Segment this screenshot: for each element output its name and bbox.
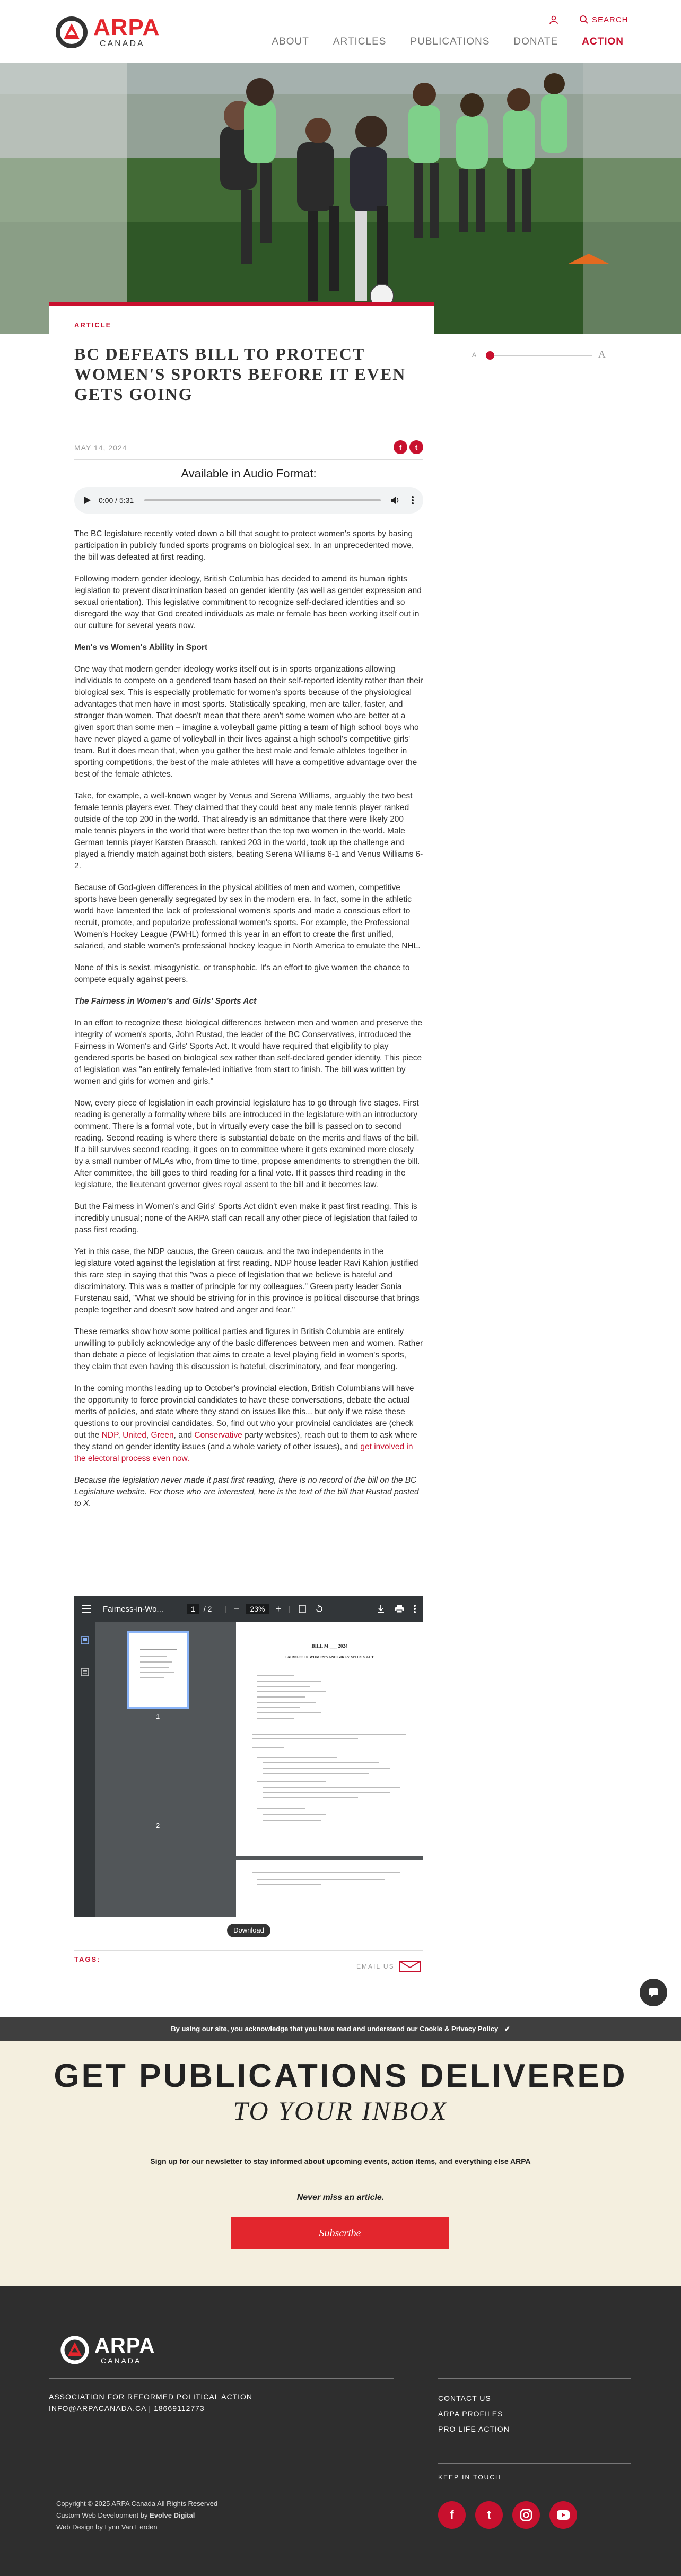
slider-thumb[interactable] [486,351,494,360]
article-title: BC DEFEATS BILL TO PROTECT WOMEN'S SPORTS BEFORE IT EVEN GETS GOING [74,344,406,404]
footer-org: ASSOCIATION FOR REFORMED POLITICAL ACTION [49,2392,253,2401]
footer-link-contact[interactable]: CONTACT US [438,2394,491,2403]
cookie-bar [0,2017,681,2041]
copyright-text: Copyright © 2025 ARPA Canada All Rights Reserved [56,2500,218,2508]
paragraph: None of this is sexist, misogynistic, or transphobic. It's an effort to give women the chance to compete equally against peers. [74,963,410,984]
pdf-toolbar [74,1596,423,1622]
united-link[interactable]: United [123,1431,146,1440]
pdf-text-line [263,1820,321,1821]
audio-player [74,487,423,514]
nav-action[interactable]: ACTION [582,36,624,47]
search-label: SEARCH [592,15,628,24]
nav-articles[interactable]: ARTICLES [333,36,387,47]
footer-logo-title: ARPA [94,2334,155,2357]
paragraph-text: In the coming months leading up to October's provincial election, British Columbians will have the opportunity to force provincial candidates to have these conversations, debate the actual merits of policies, and state where they stand on issues like this... but only if we raise these questions to our provincial candidates. So, find out who your provincial candidates are (check out the [74,1384,414,1440]
cookie-accept-icon[interactable]: ✔ [504,2025,510,2033]
download-icon[interactable] [377,1605,385,1613]
slider-track[interactable] [486,355,592,356]
footer-link-profiles[interactable]: ARPA PROFILES [438,2409,503,2418]
design-credit: Web Design by Lynn Van Eerden [56,2523,158,2531]
footer-divider [49,2378,394,2379]
play-icon[interactable] [84,496,91,504]
footer-divider [438,2378,631,2379]
pdf-filename: Fairness-in-Wo... [103,1604,163,1614]
footer-divider [438,2463,631,2464]
thumb-line [140,1677,164,1678]
more-options-icon[interactable] [412,496,414,504]
pdf-more-icon[interactable] [414,1605,416,1613]
facebook-share-button[interactable] [394,440,407,454]
chat-button[interactable] [640,1979,667,2006]
pdf-text-line [252,1747,284,1748]
newsletter-emphasis: Never miss an article. [296,2193,385,2202]
newsletter-subheadline: TO YOUR INBOX [233,2096,448,2126]
footer-info [49,2391,252,2414]
pdf-text-line [263,1797,358,1798]
newsletter-text: Sign up for our newsletter to stay informed about upcoming events, action items, and everything else ARPA [150,2157,531,2165]
article-kicker: ARTICLE [74,321,112,329]
pdf-thumbnails [95,1622,232,1917]
subscribe-button[interactable]: Subscribe [231,2217,449,2249]
footer-logo[interactable] [58,2334,155,2366]
pdf-thumbnail-page-1[interactable] [127,1631,189,1709]
newsletter-section [0,2041,681,2286]
thumb-line [140,1672,174,1673]
cookie-text: By using our site, you acknowledge that you have read and understand our Cookie & Privacy Policy [171,2025,499,2033]
thumb-line [140,1667,169,1668]
twitter-icon: t [415,443,418,451]
site-footer [0,2286,681,2576]
fit-page-icon[interactable] [298,1605,307,1613]
footer-contact[interactable]: INFO@ARPACANADA.CA | 18669112773 [49,2404,205,2413]
paragraph: Yet in this case, the NDP caucus, the Green caucus, and the two independents in the legislature voted against the legislation at first reading. NDP house leader Ravi Kahlon justified this rare step in saying that this "was a piece of legislation that we believe is hateful and discriminatory. This was a matter of principle for my colleagues." Green party leader Sonia Furstenau said, "What we should be striving for in this province is political discourse that brings people together and doesn't sow hatred and anger and fear." [74,1247,420,1315]
zoom-out-icon[interactable]: − [233,1603,240,1614]
pdf-text-line [263,1768,390,1769]
pdf-text-line [257,1707,300,1708]
pdf-text-line [257,1781,326,1782]
pdf-text-line [257,1675,294,1676]
search-icon [579,15,589,24]
pdf-text-line [252,1872,400,1873]
article-accent-bar [49,302,434,306]
pdf-text-line [263,1762,379,1763]
pdf-text-line [257,1718,294,1719]
green-link[interactable]: Green [151,1431,174,1440]
logo-subtitle: CANADA [100,39,145,48]
main-nav [272,36,624,48]
facebook-icon: f [450,2508,454,2521]
nav-publications[interactable]: PUBLICATIONS [410,36,490,47]
user-icon [549,15,558,24]
pdf-text-line [263,1792,390,1793]
volume-icon[interactable] [390,496,400,504]
pdf-text-line [257,1691,326,1692]
nav-about[interactable]: ABOUT [272,36,309,47]
keep-in-touch-label: KEEP IN TOUCH [438,2474,501,2481]
pdf-text-line [257,1757,337,1758]
instagram-icon [520,2509,532,2521]
pdf-page-total: / 2 [203,1605,212,1613]
pdf-text-line [257,1702,316,1703]
pdf-divider: | [224,1605,226,1613]
email-us-link[interactable] [356,1961,421,1972]
thumb-line [140,1649,177,1650]
site-header [0,0,681,63]
pdf-bill-number: BILL M ___ 2024 [311,1643,348,1649]
pdf-text-line [257,1681,321,1682]
pdf-sidebar [74,1622,95,1917]
paragraph: Following modern gender ideology, British Columbia has decided to amend its human rights legislation to prevent discrimination based on gender identity (as well as gender expression and sexual orientation). This legislative commitment to recognize self-declared identities and so disregard the way that God created individuals as male or female has been working itself out in our culture for several years now. [74,575,422,630]
divider [74,1950,423,1951]
paragraph: These remarks show how some political parties and figures in British Columbia are entirely unwilling to publicly acknowledge any of the basic differences between men and women. Rather than debate a piece of legislation that aims to create a level playing field in women's sports, they claim that even having this discussion is hateful, discriminatory, and fear mongering. [74,1327,423,1371]
footer-copyright [56,2498,217,2533]
email-icon [399,1961,421,1972]
facebook-icon: f [399,443,402,451]
pdf-thumb-1-label: 1 [156,1712,160,1720]
paragraph: The BC legislature recently voted down a bill that sought to protect women's sports by basing participation in publicly funded sports programs on biological sex. In an unprecedented move, the bill was defeated at first reading. [74,529,414,562]
youtube-link[interactable] [549,2501,577,2529]
paragraph: Take, for example, a well-known wager by Venus and Serena Williams, arguably the two best female tennis players ever. They claimed that they could beat any male tennis player ranked outside of the top 200 in the world. That already is an admittance that there were likely 200 male tennis players in the world that were better than the top two women in the world. Male German tennis player Karsten Braasch, ranked 203 in the world, took up the challenge and played a friendly match against both sisters, beating Serena Williams 6-1 and Venus Williams 6-2. [74,791,423,871]
thumb-line [140,1656,167,1657]
paragraph: In the coming months leading up to October's provincial election, British Columbians will have the opportunity to force provincial candidates to have these conversations, debate the actual merits of policies, and state where they stand on issues like this... but only if we raise these questions to our provincial candidates. So, find out who your provincial candidates are (check out the NDP, United, Green, and Conservative party websites), reach out to them to ask where they stand on gender identity issues (and a whole variety of other issues), and get involved in the electoral process even now. [74,1384,417,1463]
pdf-zoom-input[interactable]: 23% [246,1604,269,1614]
section-heading: Men's vs Women's Ability in Sport [74,643,208,652]
paragraph: Because the legislation never made it past first reading, there is no record of the bill on the BC Legislature website. For those who are interested, here is the text of the bill that Rustad posted to X. [74,1476,419,1508]
pdf-download-button[interactable]: Download [227,1924,270,1937]
twitter-link[interactable] [475,2501,503,2529]
pdf-text-line [257,1879,385,1880]
paragraph: One way that modern gender ideology works itself out is in sports organizations allowing individuals to compete on a gendered team based on their self-reported identity rather than their biological sex. This is especially problematic for women's sports because of the physiological advantages that men have in most sports. Statistically speaking, men are taller, faster, and stronger than women. That doesn't mean that there aren't some women who are better at a given sport than some men – imagine a volleyball game pitting a team of high school boys who have never played a game of volleyball in their lives against a high school's competitive girls' team. But it does mean that, when you gather the best male and female athletes together in sporting competitions, the best of the male athletes will have a competitive advantage over the best of the female athletes. [74,665,423,779]
twitter-icon: t [487,2508,491,2521]
youtube-icon [556,2509,570,2521]
facebook-link[interactable] [438,2501,466,2529]
audio-time: 0:00 / 5:31 [99,496,134,504]
audio-progress-bar[interactable] [144,499,381,501]
pdf-text-line [252,1738,358,1739]
paragraph: In an effort to recognize these biological differences between men and women and preserve the integrity of women's sports, John Rustad, the leader of the BC Conservatives, introduced the Fairness in Women's and Girls' Sports Act. It would have required that eligibility to play gendered sports be based on biological sex rather than self-declared gender identity. This piece of legislation was "an entirely female-led initiative from start to finish. The bill was written by women and girls for women and girls." [74,1019,423,1086]
text-size-small-label: A [472,351,477,359]
rotate-icon[interactable] [315,1605,324,1613]
pdf-text-line [257,1712,321,1713]
chat-icon [648,1987,659,1998]
pdf-page [236,1622,423,1917]
thumbnails-icon[interactable] [81,1636,89,1644]
pdf-text-line [252,1734,406,1735]
pdf-text-line [263,1787,400,1788]
pdf-doc-title: FAIRNESS IN WOMEN'S AND GIRLS' SPORTS ACT [285,1655,374,1659]
pdf-text-line [257,1808,305,1809]
email-us-label: EMAIL US [356,1963,395,1970]
outline-icon[interactable] [81,1668,89,1676]
dev-credit [56,2510,217,2521]
logo-title: ARPA [93,14,160,40]
hero-image [0,63,681,334]
pdf-page-input[interactable]: 1 [187,1604,199,1614]
pdf-page-gap [236,1856,423,1860]
text-size-slider[interactable] [472,350,610,361]
girls-soccer-photo [0,63,681,334]
pdf-text-line [263,1814,326,1815]
search-link[interactable] [579,15,628,24]
pdf-divider: | [289,1605,291,1613]
pdf-text-line [263,1773,369,1774]
pdf-thumb-2-label: 2 [156,1822,160,1830]
pdf-text-line [257,1686,310,1687]
divider [74,459,423,460]
arpa-logo-icon [53,14,90,51]
twitter-share-button[interactable] [409,440,423,454]
article-date: MAY 14, 2024 [74,443,127,452]
pdf-viewer [74,1596,423,1917]
paragraph: But the Fairness in Women's and Girls' Sports Act didn't even make it past first reading. This is incredibly unusual; none of the ARPA staff can recall any other piece of legislation that failed to pass first reading. [74,1202,418,1234]
thumb-line [140,1661,172,1663]
arpa-logo-icon [58,2334,91,2366]
nav-donate[interactable]: DONATE [513,36,558,47]
newsletter-headline: GET PUBLICATIONS DELIVERED [54,2058,627,2094]
text-size-large-label: A [598,349,606,360]
footer-logo-subtitle: CANADA [101,2356,142,2365]
footer-links [438,2391,510,2437]
dev-credit-prefix: Custom Web Development by [56,2511,150,2519]
site-logo[interactable] [53,14,160,51]
print-icon[interactable] [395,1605,404,1613]
account-link[interactable] [549,15,558,24]
paragraph: Because of God-given differences in the physical abilities of men and women, competitive sports have been generally segregated by sex in the modern era. In fact, some in the athletic world have lamented the lack of professional women's sports and made a conscious effort to recruit, promote, and popularize professional women's sports. For example, the Professional Women's Hockey League (PWHL) formed this year in an effort to create the first unified, salaried, and stable women's professional hockey league in North America to emulate the NHL. [74,883,421,951]
pdf-text-line [257,1884,321,1885]
tags-label: TAGS: [74,1955,101,1963]
zoom-in-icon[interactable]: + [275,1603,281,1614]
paragraph: Now, every piece of legislation in each provincial legislature has to go through five stages. First reading is generally a formality where bills are introduced in the legislature with an introductory comment. There is a formal vote, but in virtually every case the bill is passed on to second reading. Second reading is where there is substantial debate on the merits and flaws of the bill. If a bill survives second reading, it goes on to committee where it gets examined more closely by a small number of MLAs who, from time to time, propose amendments to strengthen the bill. After committee, the bill goes to third reading for a final vote. If it passes third reading in the legislature, the lieutenant governor gives royal assent to the bill and it becomes law. [74,1099,420,1189]
instagram-link[interactable] [512,2501,540,2529]
audio-heading: Available in Audio Format: [181,467,317,480]
pdf-text-line [257,1696,305,1698]
menu-icon[interactable] [82,1605,91,1613]
article-body [74,528,423,1520]
footer-link-prolife[interactable]: PRO LIFE ACTION [438,2425,510,2433]
section-heading: The Fairness in Women's and Girls' Sports Act [74,997,257,1006]
conservative-link[interactable]: Conservative [194,1431,242,1440]
get-involved-link[interactable]: get involved in the electoral process even now. [74,1442,413,1463]
ndp-link[interactable]: NDP [101,1431,118,1440]
paragraph-text: party websites), reach out to them to ask where they stand on gender identity issues (and a whole variety of other issues), and [74,1431,417,1451]
dev-credit-link[interactable]: Evolve Digital [150,2511,195,2519]
